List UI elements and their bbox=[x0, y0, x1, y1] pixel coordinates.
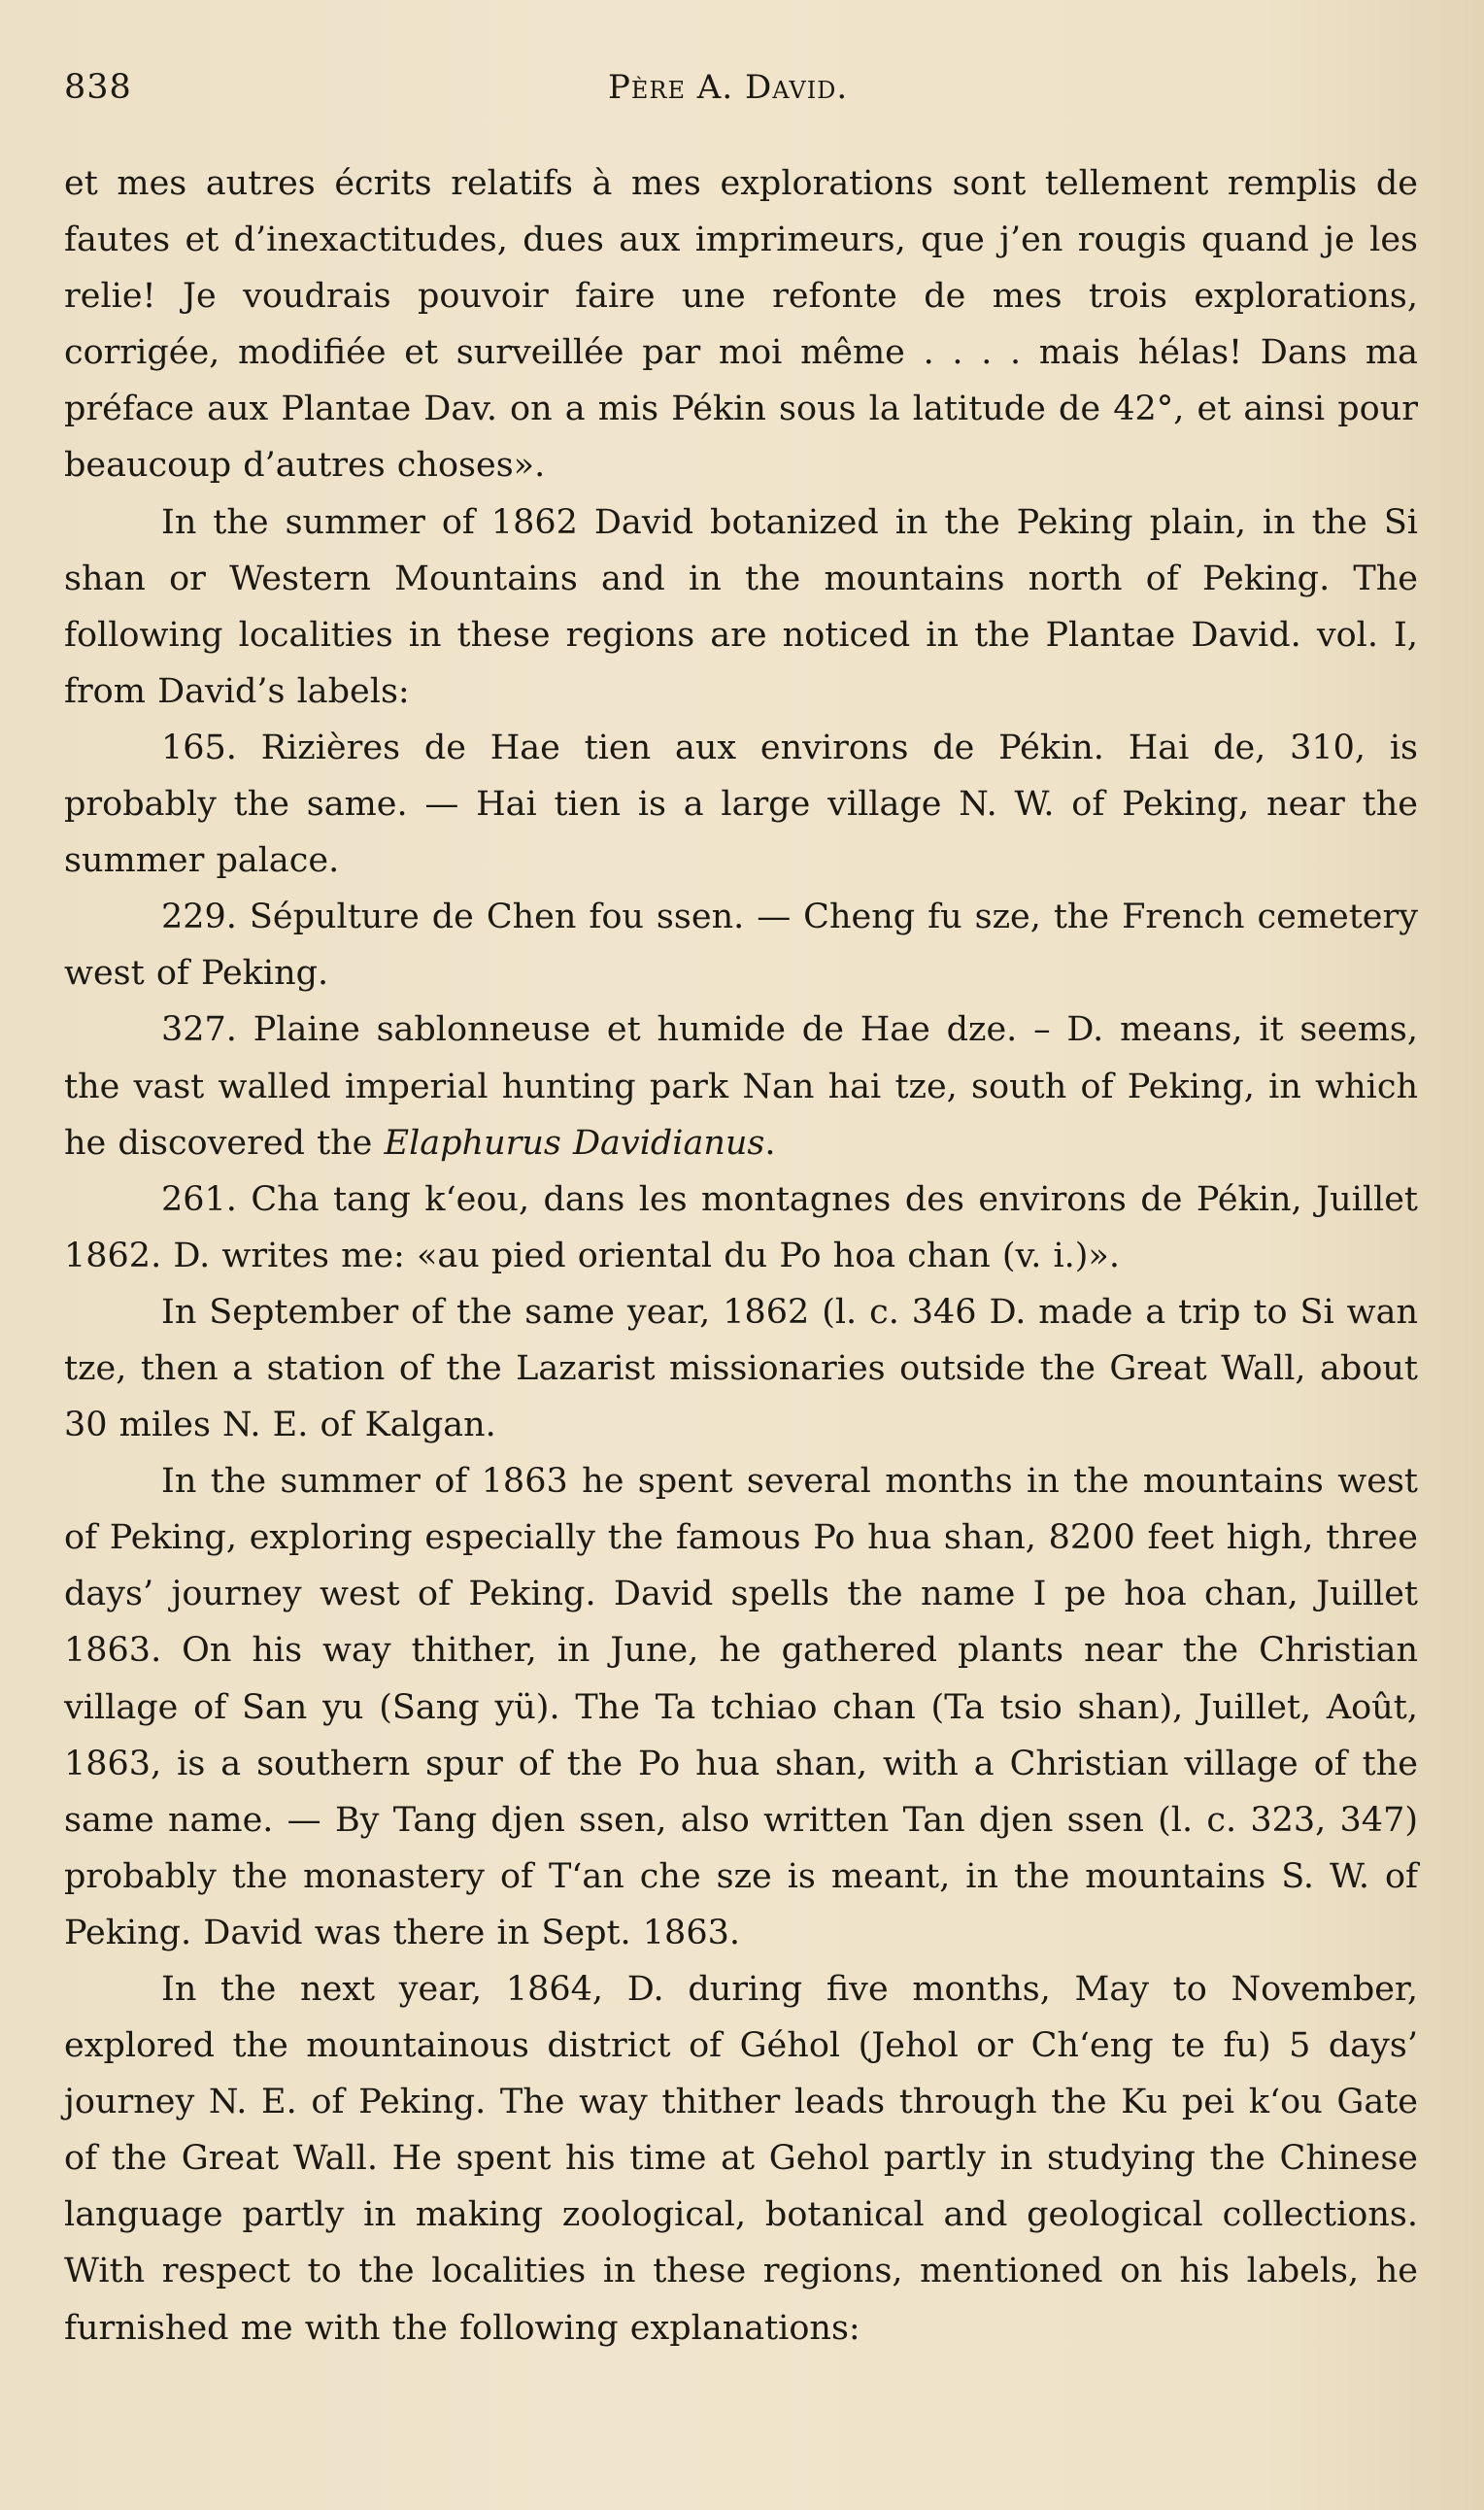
paragraph-3: 165. Rizières de Hae tien aux environs de Pékin. Hai de, 310, is probably the same. — Hai tien is a large village N. W. of Peking, near the summer palace. bbox=[64, 728, 1418, 881]
paragraph-9: In the next year, 1864, D. during five months, May to November, explored the mountainous district of Géhol (Jehol or Chʻeng te fu) 5 days’ journey N. E. of Peking. The way thither leads through the Ku pei kʻou Gate of the Great Wall. He spent his time at Gehol partly in studying the Chinese language partly in making zoological, botanical and geological collections. With respect to the localities in these regions, mentioned on his labels, he furnished me with the following explanations: bbox=[64, 1970, 1418, 2348]
page-header bbox=[64, 68, 1418, 117]
species-name: Elaphurus Davidianus bbox=[384, 1123, 765, 1163]
paragraph-8: In the summer of 1863 he spent several months in the mountains west of Peking, exploring especially the famous Po hua shan, 8200 feet high, three days’ journey west of Peking. David spells the name I pe hoa chan, Juillet 1863. On his way thither, in June, he gathered plants near the Christian village of San yu (Sang yü). The Ta tchiao chan (Ta tsio shan), Juillet, Août, 1863, is a southern spur of the Po hua shan, with a Christian village of the same name. — By Tang djen ssen, also written Tan djen ssen (l. c. 323, 347) probably the monastery of Tʻan che sze is meant, in the mountains S. W. of Peking. David was there in Sept. 1863. bbox=[64, 1462, 1418, 1952]
paragraph-5-text: 327. Plaine sablonneuse et humide de Hae dze. – D. means, it seems, the vast walled imperial hunting park Nan hai tze, south of Peking, in which he discovered the bbox=[64, 1010, 1418, 1163]
paragraph-5 bbox=[64, 1001, 1418, 1170]
body-text bbox=[64, 155, 1418, 2357]
page-number: 838 bbox=[64, 68, 132, 107]
paragraph-2: In the summer of 1862 David botanized in the Peking plain, in the Si shan or Western Mountains and in the mountains north of Peking. The following localities in these regions are noticed in the Plantae David. vol. I, from David’s labels: bbox=[64, 502, 1418, 711]
paragraph-4: 229. Sépulture de Chen fou ssen. — Cheng fu sze, the French cemetery west of Peking. bbox=[64, 898, 1418, 994]
paragraph-6: 261. Cha tang kʻeou, dans les montagnes des environs de Pékin, Juillet 1862. D. writes me: «au pied oriental du Po hoa chan (v. i.)». bbox=[64, 1179, 1418, 1275]
paragraph-1: et mes autres écrits relatifs à mes explorations sont tellement remplis de fautes et d’inexactitudes, dues aux imprimeurs, que j’en rougis quand je les relie! Je voudrais pouvoir faire une refonte de mes trois explorations, corrigée, modifiée et surveillée par moi même . . . . mais hélas! Dans ma préface aux Plantae Dav. on a mis Pékin sous la latitude de 42°, et ainsi pour beaucoup d’autres choses». bbox=[64, 164, 1418, 486]
running-title: Père A. David. bbox=[608, 68, 849, 107]
paragraph-5-end: . bbox=[764, 1123, 776, 1163]
paragraph-7: In September of the same year, 1862 (l. c. 346 D. made a trip to Si wan tze, then a station of the Lazarist missionaries outside the Great Wall, about 30 miles N. E. of Kalgan. bbox=[64, 1292, 1418, 1445]
